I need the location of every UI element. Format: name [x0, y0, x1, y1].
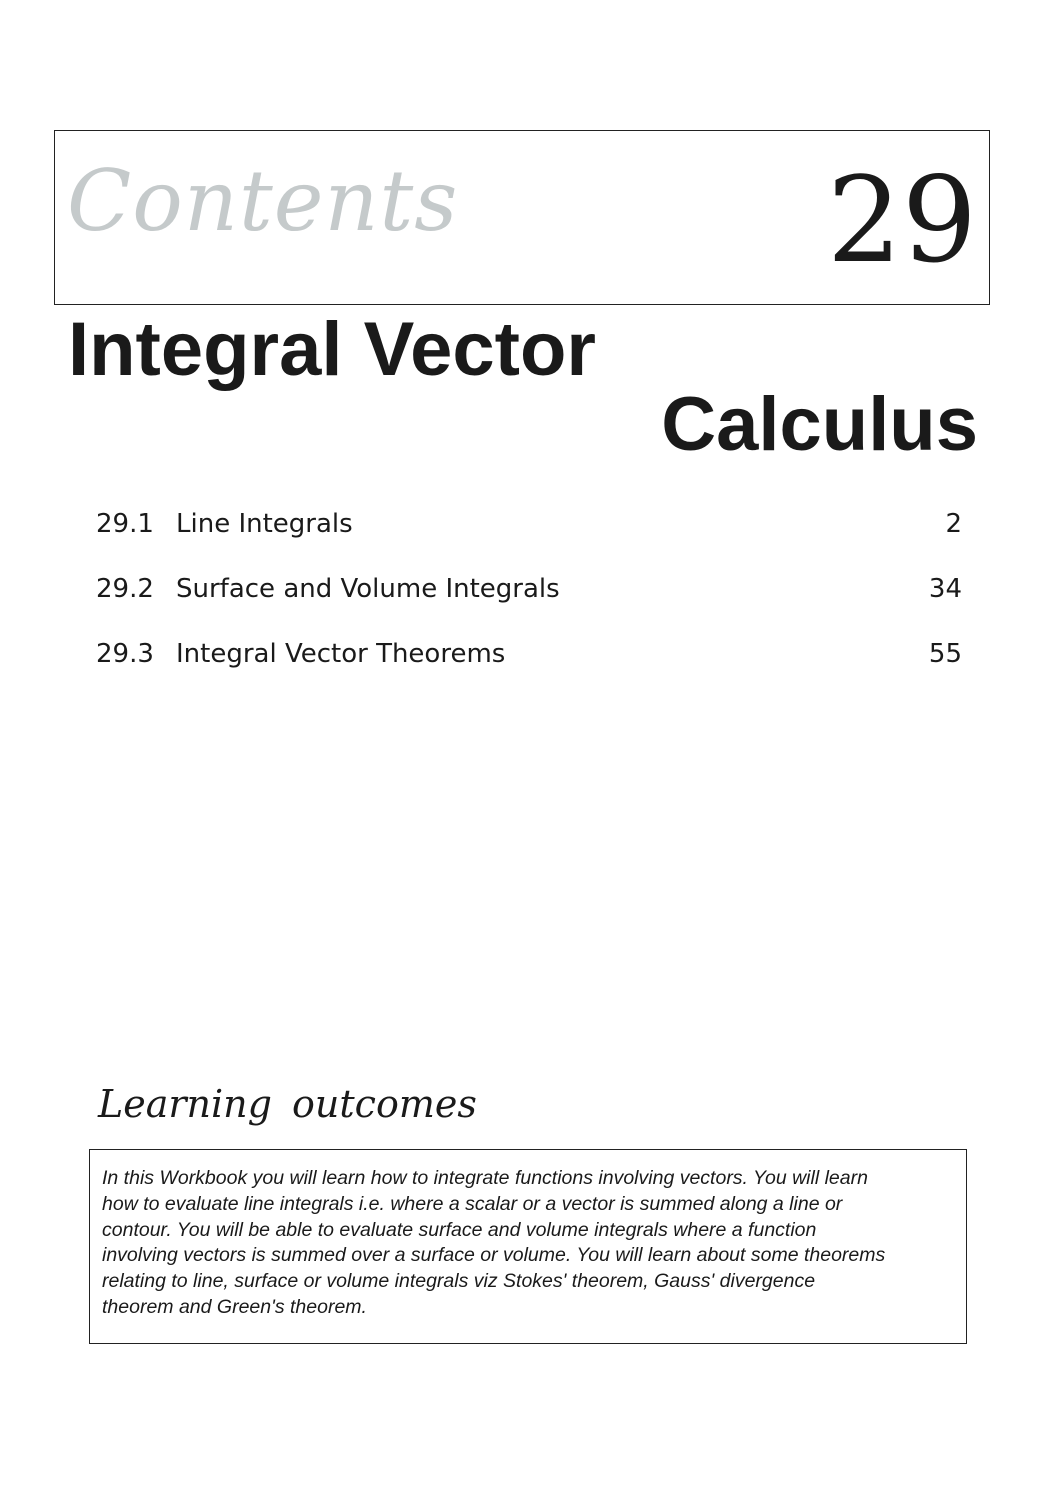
chapter-number: 29 — [826, 151, 977, 289]
toc-entry[interactable] — [96, 505, 962, 570]
outcomes-line: involving vectors is summed over a surface or volume. You will learn about some theorems — [102, 1244, 886, 1267]
toc-entry-title: Surface and Volume Integrals — [176, 574, 560, 604]
toc-entry-page: 55 — [928, 639, 962, 669]
toc-entry-number: 29.2 — [96, 574, 154, 604]
table-of-contents — [96, 505, 962, 700]
outcomes-line: contour. You will be able to evaluate surface and volume integrals where a function — [102, 1218, 817, 1241]
toc-entry-page: 2 — [945, 509, 962, 539]
chapter-header-box — [54, 130, 990, 305]
contents-label: Contents — [67, 152, 459, 250]
outcomes-line: In this Workbook you will learn how to integrate functions involving vectors. You will learn — [102, 1167, 868, 1189]
toc-entry[interactable] — [96, 635, 962, 700]
workbook-title-line1: Integral Vector — [68, 307, 596, 392]
workbook-title-line2: Calculus — [661, 382, 978, 467]
learning-outcomes-box — [89, 1149, 967, 1344]
outcomes-line: how to evaluate line integrals i.e. where a scalar or a vector is summed along a line or — [102, 1192, 843, 1215]
outcomes-line: relating to line, surface or volume integrals viz Stokes' theorem, Gauss' divergence — [102, 1270, 816, 1293]
learning-outcomes-text — [102, 1166, 956, 1321]
toc-entry-title: Integral Vector Theorems — [176, 639, 506, 669]
outcomes-line: theorem and Green's theorem. — [102, 1295, 367, 1318]
toc-entry[interactable] — [96, 570, 962, 635]
toc-entry-number: 29.1 — [96, 509, 154, 539]
toc-entry-title: Line Integrals — [176, 509, 353, 539]
toc-entry-number: 29.3 — [96, 639, 154, 669]
toc-entry-page: 34 — [928, 574, 962, 604]
learning-outcomes-heading: Learning outcomes — [98, 1082, 477, 1126]
